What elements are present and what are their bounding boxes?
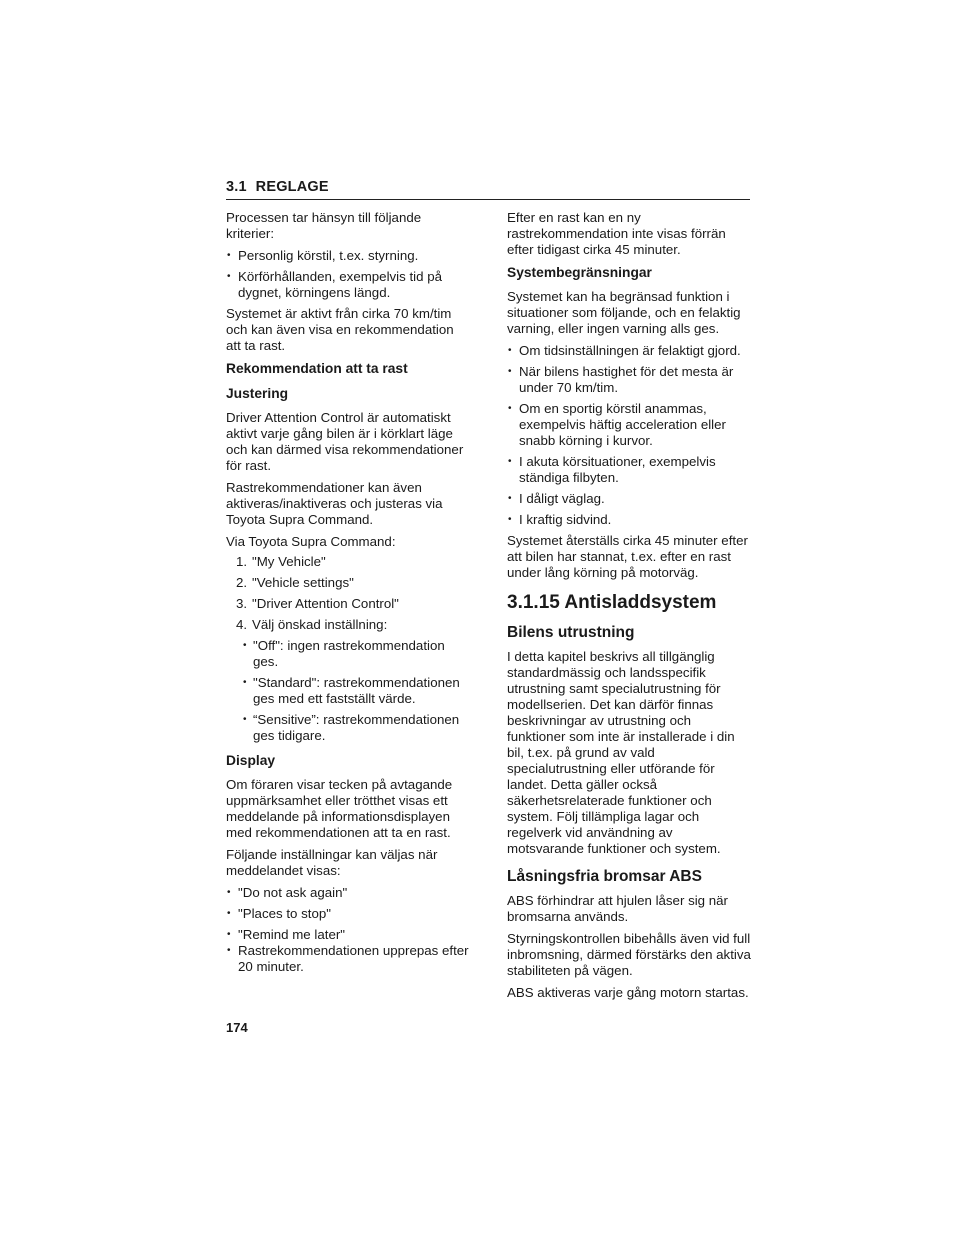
heading-display: Display (226, 753, 276, 768)
section-number: 3.1 (226, 179, 247, 195)
list-item: • “Sensitive”: rastrekommendationen ges tidigare. (242, 712, 471, 744)
step-item (236, 575, 471, 591)
list-item: • I kraftig sidvind. (507, 512, 752, 528)
paragraph: ABS aktiveras varje gång motorn startas. (507, 985, 749, 1000)
section-header (226, 178, 750, 200)
step-item (236, 596, 471, 612)
list-item: • När bilens hastighet för det mesta är under 70 km/tim. (507, 364, 752, 396)
paragraph: Systemet är aktivt från cirka 70 km/tim och kan även visa en rekommendation att ta rast. (226, 306, 454, 353)
list-item: • "Places to stop" (226, 906, 471, 922)
step-number: 3. (236, 596, 248, 611)
section-title: REGLAGE (255, 179, 329, 195)
list-item: • Om tidsinställningen är felaktigt gjord. (507, 343, 752, 359)
right-column (507, 210, 752, 1007)
list-item: • "Standard": rastrekommendationen ges med ett fastställt värde. (242, 675, 471, 707)
paragraph: Processen tar hänsyn till följande kriterier: (226, 210, 422, 241)
step-text: "Vehicle settings" (252, 575, 354, 590)
paragraph: Systemet återställs cirka 45 minuter efter att bilen har stannat, t.ex. efter en rast under lång körning på motorväg. (507, 533, 748, 580)
list-item: • "Remind me later" (226, 927, 471, 943)
step-number: 2. (236, 575, 248, 590)
list-item: • "Off": ingen rastrekommendation ges. (242, 638, 471, 670)
heading-bilens-utrustning: Bilens utrustning (507, 624, 635, 641)
step-number: 1. (236, 554, 248, 569)
paragraph: Systemet kan ha begränsad funktion i situationer som följande, och en felaktig varning, eller ingen varning alls ges. (507, 289, 741, 336)
step-text: Välj önskad inställning: (252, 617, 388, 632)
paragraph: Styrningskontrollen bibehålls även vid full inbromsning, därmed förstärks den aktiva stabiliteten på vägen. (507, 931, 751, 978)
list-item: • Om en sportig körstil anammas, exempelvis häftig acceleration eller snabb körning i kurvor. (507, 401, 752, 449)
list-item: • I dåligt väglag. (507, 491, 752, 507)
paragraph: Om föraren visar tecken på avtagande uppmärksamhet eller trötthet visas ett meddelande på informationsdisplayen med rekommendationen att ta en rast. (226, 777, 453, 840)
steps-list (226, 554, 471, 633)
left-column (226, 210, 471, 980)
step-item (236, 617, 471, 633)
paragraph: Via Toyota Supra Command: (226, 534, 396, 549)
heading-rekommendation: Rekommendation att ta rast (226, 361, 408, 376)
heading-systembegransningar: Systembegränsningar (507, 265, 652, 280)
page-number: 174 (226, 1020, 248, 1035)
settings-list (226, 927, 471, 975)
list-item: • Personlig körstil, t.ex. styrning. (226, 248, 471, 264)
list-item: • Rastrekommendationen upprepas efter 20 minuter. (226, 943, 471, 975)
section-heading: 3.1.15 Antisladdsystem (507, 592, 717, 613)
list-item: • "Do not ask again" (226, 885, 471, 901)
criteria-list (226, 248, 471, 301)
paragraph: Efter en rast kan en ny rastrekommendation inte visas förrän efter tidigast cirka 45 minuter. (507, 210, 726, 257)
paragraph: Rastrekommendationer kan även aktiveras/inaktiveras och justeras via Toyota Supra Command. (226, 480, 443, 527)
step-text: "Driver Attention Control" (252, 596, 399, 611)
list-item: • I akuta körsituationer, exempelvis ständiga filbyten. (507, 454, 752, 486)
paragraph: Driver Attention Control är automatiskt aktivt varje gång bilen är i körklart läge och kan därmed visa rekommendationer för rast. (226, 410, 464, 473)
paragraph: Följande inställningar kan väljas när meddelandet visas: (226, 847, 438, 878)
heading-justering: Justering (226, 386, 289, 401)
paragraph: I detta kapitel beskrivs all tillgänglig standardmässig och landsspecifik utrustning samt specialutrustning för modellserien. Det kan därför finnas beskrivningar av utrustning och funktioner som inte är installerade i din bil, t.ex. på grund av vald specialutrustning eller utförande för landet. Detta gäller också säkerhetsrelaterade funktioner och system. Följ tillämpliga lagar och regelverk vid användning av motsvarande funktioner och system. (507, 649, 735, 856)
list-item: • Körförhållanden, exempelvis tid på dygnet, körningens längd. (226, 269, 471, 301)
step-item (236, 554, 471, 570)
heading-abs: Låsningsfria bromsar ABS (507, 868, 702, 885)
step-text: "My Vehicle" (252, 554, 326, 569)
settings-list (226, 885, 471, 922)
paragraph: ABS förhindrar att hjulen låser sig när bromsarna används. (507, 893, 728, 924)
step-number: 4. (236, 617, 248, 632)
limits-list (507, 343, 752, 528)
options-list (242, 638, 471, 744)
